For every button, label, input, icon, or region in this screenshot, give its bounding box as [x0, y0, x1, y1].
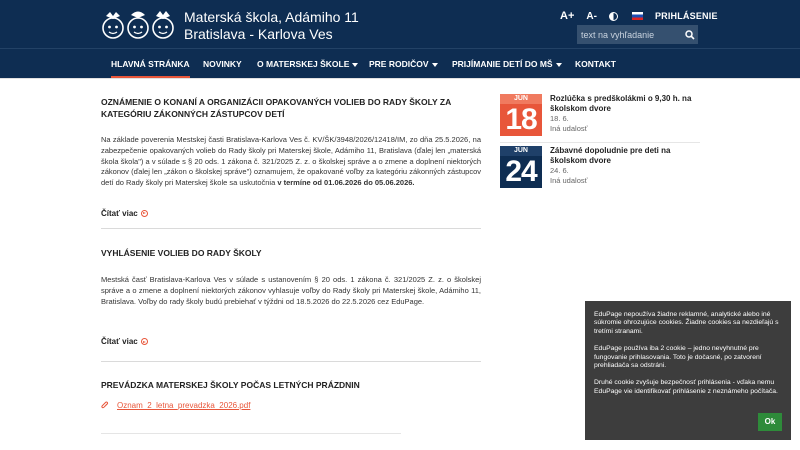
site-title-line1: Materská škola, Adámiho 11	[184, 9, 359, 25]
nav-item-for-parents[interactable]: PRE RODIČOV	[369, 49, 438, 79]
circle-arrow-icon	[141, 338, 148, 345]
chevron-down-icon	[352, 63, 358, 67]
pdf-attachment-link[interactable]: Oznam_2_letna_prevadzka_2026.pdf	[101, 401, 481, 410]
nav-bottom-line	[0, 78, 800, 79]
slovak-flag-icon[interactable]	[632, 12, 643, 20]
article-election-announcement	[101, 247, 481, 349]
article-divider	[101, 433, 401, 434]
header-tools	[560, 8, 718, 24]
article-divider	[101, 228, 481, 229]
main-nav	[0, 48, 800, 78]
article-title[interactable]: PREVÁDZKA MATERSKEJ ŠKOLY POČAS LETNÝCH PRÁZDNIN	[101, 380, 360, 390]
event-item[interactable]	[500, 146, 700, 188]
event-info	[550, 94, 700, 134]
nav-item-news[interactable]: NOVINKY	[203, 59, 242, 69]
nav-item-about-school[interactable]: O MATERSKEJ ŠKOLE	[257, 49, 358, 79]
event-date: 24. 6.	[550, 166, 569, 175]
circle-arrow-icon	[141, 210, 148, 217]
article-election-repeat	[101, 96, 481, 221]
nav-item-home[interactable]: HLAVNÁ STRÁNKA	[111, 49, 190, 79]
search-input[interactable]	[577, 25, 681, 44]
cookie-text-1: EduPage nepoužíva žiadne reklamné, analytické alebo iné súkromie ohrozujúce cookies. Žiadne cookies sa nezdieľajú s tretími stranami.	[594, 311, 779, 335]
nav-item-admission[interactable]: PRIJÍMANIE DETÍ DO MŠ	[452, 49, 562, 79]
event-date: 18. 6.	[550, 114, 569, 123]
site-title-line2: Bratislava - Karlova Ves	[184, 26, 333, 42]
article-title[interactable]: OZNÁMENIE O KONANÍ A ORGANIZÁCII OPAKOVANÝCH VOLIEB DO RADY ŠKOLY ZA KATEGÓRIU ZÁKONNÝCH ZÁSTUPCOV DETÍ	[101, 97, 451, 119]
contrast-icon[interactable]	[609, 12, 618, 21]
search-box	[577, 25, 698, 44]
font-increase-button[interactable]: A+	[560, 10, 575, 22]
read-more-link[interactable]: Čítať viac	[101, 337, 148, 346]
article-divider	[101, 361, 481, 362]
font-decrease-button[interactable]: A-	[586, 10, 597, 22]
event-type: Iná udalosť	[550, 176, 588, 185]
event-type: Iná udalosť	[550, 124, 588, 133]
article-body: Na základe poverenia Mestskej časti Bratislava-Karlova Ves č. KV/ŠK/3948/2026/12418/IM, zo dňa 25.5.2026, na zabezpečenie opakovaných volieb do Rady školy pri Materskej škole, Adámiho 11, Bratislava (ďalej len „materská škola škola") a v súlade s § 20 ods. 1 zákona č. 321/2025 Z. z. o školskej správe a o zmene a doplnení niektorých zákonov (ďalej len „zákon o školskej správe") oznamujem, že opakované voľby za kategóriu zákonných zástupcov detí do Rady školy pri Materskej škole sa uskutočnia v termíne od 01.06.2026 do 05.06.2026.	[101, 135, 481, 188]
event-date-box: JÚN 24	[500, 146, 542, 188]
paperclip-icon	[101, 401, 109, 410]
search-icon	[685, 30, 695, 40]
article-body: Mestská časť Bratislava-Karlova Ves v súlade s ustanovením § 20 ods. 1 zákona č. 321/2025 Z. z. o školskej správe a o zmene a doplnení niektorých zákonov vyhlasuje voľby do Rady školy pri Materskej škole, Adámiho 11, Bratislava. Voľby do rady školy budú prebiehať v týždni od 18.5.2026 do 22.5.2026 cez EduPage.	[101, 275, 481, 306]
cookie-ok-button[interactable]: Ok	[758, 413, 782, 431]
login-link[interactable]: PRIHLÁSENIE	[654, 11, 718, 21]
nav-item-contact[interactable]: KONTAKT	[575, 59, 616, 69]
read-more-link[interactable]: Čítať viac	[101, 209, 148, 218]
event-title[interactable]: Rozlúčka s predškolákmi o 9,30 h. na školskom dvore	[550, 94, 692, 113]
site-title[interactable]	[184, 9, 359, 43]
article-title[interactable]: VYHLÁSENIE VOLIEB DO RADY ŠKOLY	[101, 248, 262, 258]
event-date-box: JÚN 18	[500, 94, 542, 136]
cookie-notice	[585, 301, 791, 440]
cookie-text-3: Druhé cookie zvyšuje bezpečnosť prihlásenia - vďaka nemu EduPage vie identifikovať prihlásenie z neznámeho počítača.	[594, 379, 778, 395]
event-title[interactable]: Zábavné dopoludnie pre deti na školskom dvore	[550, 146, 671, 165]
school-logo-icon[interactable]	[100, 7, 176, 41]
chevron-down-icon	[432, 63, 438, 67]
article-summer-operation	[101, 379, 481, 410]
chevron-down-icon	[556, 63, 562, 67]
site-header	[0, 0, 800, 48]
event-divider	[500, 142, 700, 143]
cookie-text-2: EduPage používa iba 2 cookie – jedno nevyhnutné pre fungovanie prihlasovania. Toto je dočasné, po zatvorení prehliadača sa odstráni.	[594, 345, 762, 370]
event-info	[550, 146, 700, 186]
search-button[interactable]	[681, 25, 698, 44]
event-item[interactable]	[500, 94, 700, 136]
